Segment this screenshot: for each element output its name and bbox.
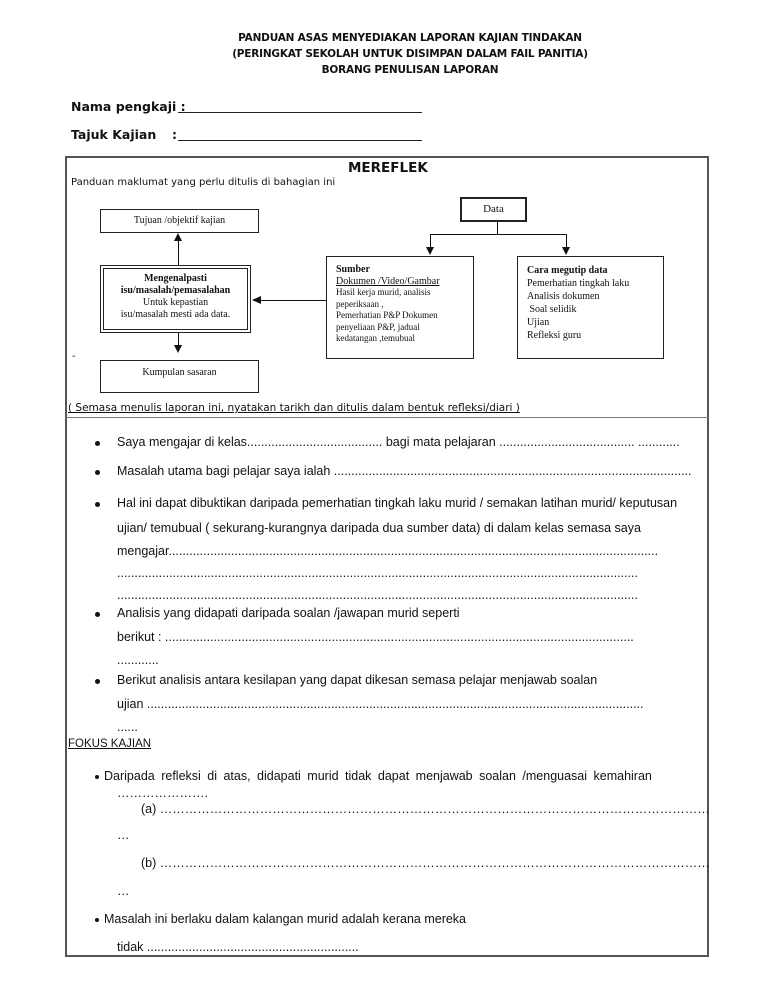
sumber-title: Sumber [336, 264, 370, 275]
fokus-punca-line-1: Masalah ini berlaku dalam kalangan murid adalah kerana mereka [104, 912, 467, 926]
header-title-line-3: BORANG PENULISAN LAPORAN [321, 64, 499, 76]
data-label: Data [483, 203, 504, 215]
sumber-line: Pemerhatian P&P Dokumen [336, 310, 438, 320]
diagram-box-sumber [326, 256, 474, 359]
mereflek-guide-text: Panduan maklumat yang perlu ditulis di bahagian ini [71, 177, 336, 188]
bullet-kesilapan-line-2[interactable]: ujian ............................................................................................................................................... [117, 697, 644, 711]
connector-line [178, 240, 179, 265]
bullet-bukti-line-5[interactable]: ...................................................................................................................................................... [117, 588, 638, 602]
diagram-box-data [460, 197, 527, 222]
cara-line: Pemerhatian tingkah laku [527, 278, 630, 289]
bullet-icon [95, 441, 100, 446]
mengenalpasti-text-1: Untuk kepastian [142, 297, 209, 308]
bullet-icon [95, 918, 99, 922]
mengenalpasti-text-2: isu/masalah mesti ada data. [120, 309, 231, 320]
sumber-line: kedatangan ,temubual [336, 333, 415, 343]
mengenalpasti-title-2: isu/masalah/pemasalahan [120, 285, 231, 296]
tajuk-kajian-colon: : [172, 127, 177, 142]
arrow-down-icon [174, 345, 182, 353]
fokus-punca-line-2[interactable]: tidak ............................................................. [117, 940, 359, 954]
kumpulan-label: Kumpulan sasaran [142, 367, 217, 378]
fokus-item-b-cont[interactable]: … [117, 884, 130, 898]
bullet-kelas[interactable]: Saya mengajar di kelas....................................... bagi mata pelajaran ....................................... ............ [117, 435, 680, 449]
fokus-kemahiran-line-1: Daripada refleksi di atas, didapati murid tidak dapat menjawab soalan /menguasai kemahiran [104, 769, 652, 783]
diagram-box-tujuan [100, 209, 259, 233]
bullet-analisis-line-2[interactable]: berikut : ....................................................................................................................................... [117, 630, 634, 644]
bullet-masalah-utama[interactable]: Masalah utama bagi pelajar saya ialah ....................................................................................................... [117, 464, 692, 478]
bullet-kesilapan-line-3[interactable]: ...... [117, 720, 138, 734]
section-divider [65, 417, 709, 418]
diagram-box-kumpulan-sasaran [100, 360, 259, 393]
bullet-kesilapan-line-1: Berikut analisis antara kesilapan yang dapat dikesan semasa pelajar menjawab soalan [117, 673, 598, 687]
cara-line: Refleksi guru [527, 330, 582, 341]
mengenalpasti-title-1: Mengenalpasti [144, 273, 207, 284]
fokus-item-a[interactable]: (a) …………………………………………………………………………………………………………………… [141, 802, 710, 816]
nama-pengkaji-field[interactable] [178, 112, 422, 113]
connector-line [497, 222, 498, 234]
connector-line [178, 333, 179, 345]
diagram-box-cara-mengutip-data [517, 256, 664, 359]
bullet-analisis-line-3[interactable]: ............ [117, 653, 159, 667]
dash-mark: - [72, 351, 76, 362]
sumber-subtitle: Dokumen /Video/Gambar [336, 275, 440, 287]
connector-line [430, 234, 567, 235]
sumber-line: penyeliaan P&P, jadual [336, 321, 420, 332]
fokus-item-b[interactable]: (b) …………………………………………………………………………………………………………………… [141, 856, 710, 870]
bullet-icon [95, 502, 100, 507]
tajuk-kajian-label: Tajuk Kajian [71, 127, 157, 142]
fokus-kajian-title: FOKUS KAJIAN [68, 738, 152, 750]
mereflek-title: MEREFLEK [348, 160, 428, 176]
bullet-bukti-line-1: Hal ini dapat dibuktikan daripada pemerhatian tingkah laku murid / semakan latihan murid/ keputusan [117, 496, 678, 510]
header-title-line-1: PANDUAN ASAS MENYEDIAKAN LAPORAN KAJIAN TINDAKAN [238, 32, 582, 44]
sumber-line: peperiksaan , [336, 298, 384, 309]
arrow-left-icon [252, 296, 261, 304]
connector-line [566, 234, 567, 247]
fokus-kemahiran-line-2[interactable]: …………………. [117, 786, 208, 800]
cara-line: Soal selidik [527, 304, 577, 315]
cara-line: Analisis dokumen [527, 291, 600, 302]
bullet-analisis-line-1: Analisis yang didapati daripada soalan /jawapan murid seperti [117, 606, 460, 620]
arrow-down-icon [562, 247, 570, 255]
tajuk-kajian-field[interactable] [178, 140, 422, 141]
connector-line [261, 300, 328, 301]
fokus-item-a-cont[interactable]: … [117, 828, 130, 842]
header-title-line-2: (PERINGKAT SEKOLAH UNTUK DISIMPAN DALAM FAIL PANITIA) [232, 48, 588, 60]
bullet-icon [95, 612, 100, 617]
arrow-down-icon [426, 247, 434, 255]
bullet-icon [95, 679, 100, 684]
cara-line: Ujian [527, 317, 550, 328]
nama-pengkaji-label: Nama pengkaji : [71, 99, 186, 114]
bullet-bukti-line-2: ujian/ temubual ( sekurang-kurangnya daripada dua sumber data) di dalam kelas semasa saya [117, 521, 641, 535]
bullet-icon [95, 470, 100, 475]
diagram-box-mengenalpasti [100, 265, 251, 333]
connector-line [430, 234, 431, 247]
cara-title: Cara megutip data [527, 265, 608, 276]
mereflek-note: ( Semasa menulis laporan ini, nyatakan tarikh dan ditulis dalam bentuk refleksi/diari ) [68, 402, 520, 414]
sumber-line: Hasil kerja murid, analisis [336, 287, 431, 297]
bullet-bukti-line-4[interactable]: ...................................................................................................................................................... [117, 566, 638, 580]
bullet-icon [95, 775, 99, 779]
tujuan-label: Tujuan /objektif kajian [133, 215, 226, 226]
bullet-bukti-line-3[interactable]: mengajar............................................................................................................................................. [117, 544, 659, 558]
